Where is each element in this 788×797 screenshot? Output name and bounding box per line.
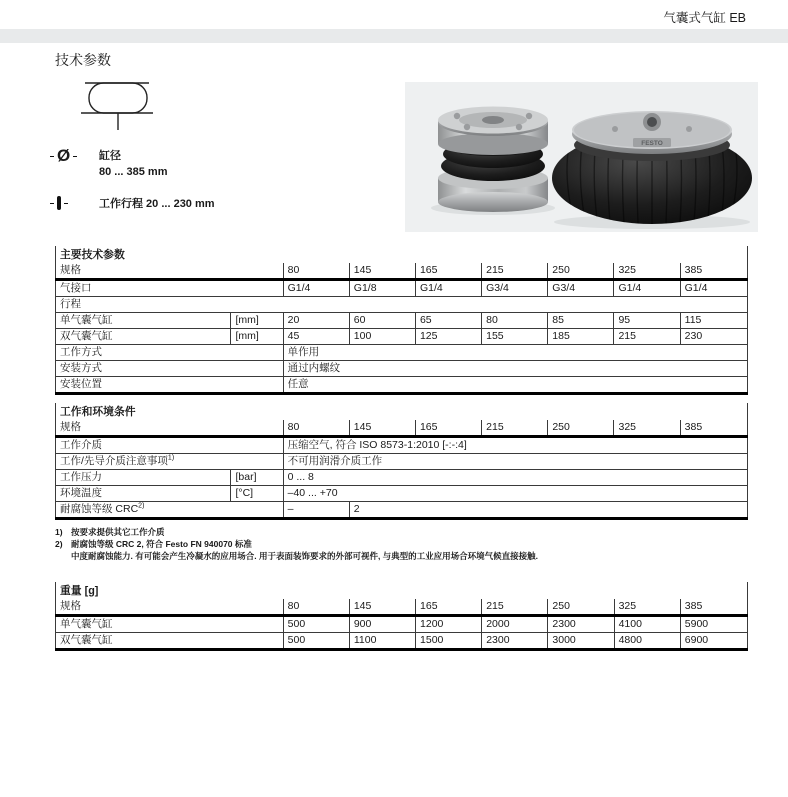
table-cell: –	[283, 502, 349, 519]
row-label: 工作/先导介质注意事项$^{1)}$	[56, 454, 284, 470]
table-cell: 80	[482, 313, 548, 329]
stroke-icon	[47, 196, 99, 210]
table-cell: G3/4	[548, 280, 614, 297]
footnote-marker: 1)	[55, 527, 63, 537]
row-label: 行程	[56, 297, 748, 313]
table-cell: 5900	[680, 616, 747, 633]
spec-col: 250	[548, 599, 614, 616]
footnote-2-continued: 中度耐腐蚀能力. 有可能会产生冷凝水的应用场合. 用于表面装饰要求的外部可视件, 与典型的工业应用场合环境气候直接接触.	[71, 551, 539, 561]
bellows-symbol-drawing	[69, 76, 189, 134]
footnote-marker: 2)	[55, 539, 63, 549]
table-cell: 2	[349, 502, 747, 519]
weight-table	[55, 582, 748, 651]
table-cell: 1500	[416, 633, 482, 650]
row-label: 工作介质	[56, 437, 284, 454]
spec-col: 215	[482, 599, 548, 616]
footnote-marker: 1)	[167, 454, 175, 462]
feature-stroke-text: 工作行程 20 ... 230 mm	[99, 198, 215, 210]
table-cell: G1/8	[349, 280, 415, 297]
table-cell: 185	[548, 329, 614, 345]
table-cell: 3000	[548, 633, 614, 650]
table-cell: 100	[349, 329, 415, 345]
spec-col: 145	[349, 263, 415, 280]
footnote-text: 按要求提供其它工作介质	[71, 527, 165, 537]
table-cell: –40 ... +70	[283, 486, 747, 502]
table-cell: G1/4	[680, 280, 747, 297]
row-label: 单气囊气缸	[56, 616, 284, 633]
spec-col: 80	[283, 420, 349, 437]
table-cell: G1/4	[415, 280, 481, 297]
table-row	[56, 616, 748, 633]
header-divider-band	[0, 29, 788, 43]
unit-cell: [mm]	[231, 313, 283, 329]
table-cell: 85	[548, 313, 614, 329]
table-cell: 6900	[680, 633, 747, 650]
table-cell: 500	[283, 633, 349, 650]
spec-col: 165	[416, 599, 482, 616]
table-cell: 1100	[349, 633, 415, 650]
row-label: 双气囊气缸	[56, 329, 231, 345]
single-bellows-cylinder-photo	[552, 111, 752, 225]
table-cell: 65	[415, 313, 481, 329]
table-row	[56, 377, 748, 394]
spec-col: 145	[349, 420, 415, 437]
table-cell: 115	[680, 313, 747, 329]
diameter-icon: Ø	[47, 148, 99, 164]
table-cell: 1200	[416, 616, 482, 633]
row-label: 单气囊气缸	[56, 313, 231, 329]
product-photo-illustration	[405, 82, 758, 232]
feature-diameter-label: 缸径	[99, 150, 121, 162]
spec-col: 385	[680, 420, 747, 437]
table-cell: 2000	[482, 616, 548, 633]
spec-label: 规格	[56, 420, 284, 437]
feature-diameter-text	[99, 148, 168, 180]
table-cell: 4100	[614, 616, 680, 633]
spec-col: 385	[680, 263, 747, 280]
table-title-row	[56, 246, 748, 263]
footnote-1	[55, 526, 748, 538]
table-cell: 0 ... 8	[283, 470, 747, 486]
spec-label: 规格	[56, 599, 284, 616]
row-label: 安装方式	[56, 361, 284, 377]
table-cell: 215	[614, 329, 680, 345]
table-row	[56, 470, 748, 486]
table-cell: G1/4	[283, 280, 349, 297]
table-cell: 2300	[548, 616, 614, 633]
spec-col: 385	[680, 599, 747, 616]
table-row	[56, 345, 748, 361]
table-cell: 不可用润滑介质工作	[283, 454, 747, 470]
spec-header-row	[56, 599, 748, 616]
table-title-row	[56, 403, 748, 420]
table-cell: 95	[614, 313, 680, 329]
unit-cell: [mm]	[231, 329, 283, 345]
spec-col: 215	[482, 263, 548, 280]
spec-label: 规格	[56, 263, 284, 280]
feature-diameter-range: 80 ... 385 mm	[99, 166, 168, 178]
spec-col: 250	[548, 420, 614, 437]
spec-col: 165	[415, 420, 481, 437]
spec-col: 165	[415, 263, 481, 280]
table-title: 重量 [g]	[60, 585, 99, 597]
table-title-row	[56, 582, 748, 599]
row-label: 工作压力	[56, 470, 231, 486]
table-cell: 2300	[482, 633, 548, 650]
table-cell: 125	[415, 329, 481, 345]
section-title: 技术参数	[55, 52, 111, 68]
table-cell: G3/4	[482, 280, 548, 297]
spec-col: 145	[349, 599, 415, 616]
unit-cell: [bar]	[231, 470, 283, 486]
footnote-text: 耐腐蚀等级 CRC 2, 符合 Festo FN 940070 标准	[71, 539, 252, 549]
table-title: 工作和环境条件	[60, 406, 136, 418]
table-cell: 500	[283, 616, 349, 633]
table-cell: 单作用	[283, 345, 747, 361]
table-row	[56, 329, 748, 345]
spec-col: 325	[614, 263, 680, 280]
main-parameters-table	[55, 246, 748, 395]
table-row	[56, 280, 748, 297]
table-row	[56, 297, 748, 313]
spec-col: 325	[614, 420, 680, 437]
operating-conditions-table	[55, 403, 748, 520]
table-row	[56, 502, 748, 519]
row-label: 耐腐蚀等级 CRC$^{2)}$	[60, 502, 145, 515]
product-photo-panel	[405, 82, 758, 232]
footnote-marker: 2)	[138, 502, 145, 510]
table-cell: 230	[680, 329, 747, 345]
page-header-title: 气囊式气缸 EB	[663, 11, 746, 25]
spec-header-row	[56, 263, 748, 280]
table-cell: 通过内螺纹	[283, 361, 747, 377]
table-cell: 压缩空气, 符合 ISO 8573-1:2010 [-:-:4]	[283, 437, 747, 454]
table-row	[56, 486, 748, 502]
spec-col: 215	[482, 420, 548, 437]
table-cell: 60	[349, 313, 415, 329]
row-label: 环境温度	[56, 486, 231, 502]
footnotes	[55, 526, 748, 562]
unit-cell: [°C]	[231, 486, 283, 502]
festo-logo: FESTO	[641, 140, 663, 147]
double-bellows-cylinder-photo	[438, 107, 548, 213]
table-cell: G1/4	[614, 280, 680, 297]
table-row	[56, 633, 748, 650]
table-row	[56, 454, 748, 470]
spec-header-row	[56, 420, 748, 437]
feature-area	[55, 76, 748, 244]
row-label: 工作方式	[56, 345, 284, 361]
table-cell: 900	[349, 616, 415, 633]
page-content	[0, 50, 788, 651]
table-cell: 4800	[614, 633, 680, 650]
row-label: 安装位置	[60, 378, 102, 390]
row-label: 双气囊气缸	[60, 634, 113, 646]
table-row	[56, 437, 748, 454]
page-header	[0, 0, 788, 29]
table-cell: 155	[482, 329, 548, 345]
row-label: 气接口	[56, 280, 284, 297]
footnote-2	[55, 538, 748, 550]
table-row	[56, 313, 748, 329]
spec-col: 250	[548, 263, 614, 280]
table-row	[56, 361, 748, 377]
table-title: 主要技术参数	[60, 249, 125, 261]
table-cell: 45	[283, 329, 349, 345]
table-cell: 20	[283, 313, 349, 329]
spec-col: 80	[283, 263, 349, 280]
spec-col: 325	[614, 599, 680, 616]
table-cell: 任意	[283, 377, 747, 394]
spec-col: 80	[283, 599, 349, 616]
